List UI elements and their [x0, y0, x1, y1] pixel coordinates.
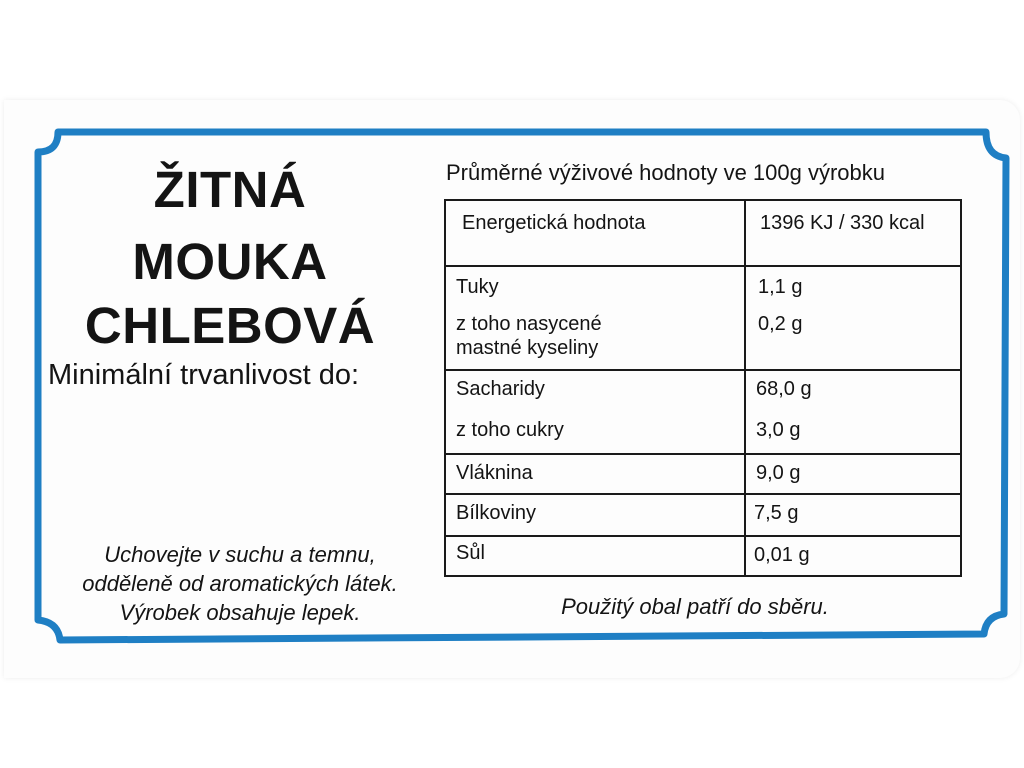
nutrition-row-saturated-fat [445, 306, 961, 370]
nutrient-value: 3,0 g [756, 419, 801, 441]
nutrition-name-cell [445, 494, 745, 536]
nutrition-name-cell [445, 370, 745, 414]
nutrient-value: 7,5 g [754, 502, 799, 524]
nutrition-row-fibre [445, 454, 961, 494]
product-title-line-3: CHLEBOVÁ [84, 297, 376, 354]
nutrition-row-energy [445, 200, 961, 266]
nutrient-name: Bílkoviny [456, 502, 537, 524]
nutrition-value-cell [745, 370, 961, 414]
recycle-note: Použitý obal patří do sběru. [561, 594, 829, 619]
nutrient-value: 0,2 g [758, 313, 803, 335]
nutrition-heading: Průměrné výživové hodnoty ve 100g výrobku [446, 160, 886, 185]
product-title-line-2: MOUKA [132, 233, 328, 290]
nutrition-value-cell [745, 200, 961, 266]
nutrition-row-salt [445, 536, 961, 576]
nutrient-value: 1396 KJ / 330 kcal [760, 212, 925, 234]
nutrient-name: Energetická hodnota [462, 212, 646, 234]
nutrition-name-cell [445, 536, 745, 576]
nutrient-name: Vláknina [456, 462, 533, 484]
nutrition-table [444, 199, 962, 577]
nutrition-name-cell [445, 306, 745, 370]
nutrient-value: 1,1 g [758, 276, 803, 298]
nutrient-value: 68,0 g [756, 378, 812, 400]
nutrition-value-cell [745, 494, 961, 536]
nutrition-row-sugars [445, 414, 961, 454]
nutrition-name-cell [445, 414, 745, 454]
nutrient-value: 9,0 g [756, 462, 801, 484]
nutrient-value: 0,01 g [754, 544, 810, 566]
nutrition-value-cell [745, 266, 961, 306]
nutrition-value-cell [745, 414, 961, 454]
nutrition-row-protein [445, 494, 961, 536]
nutrition-row-carbohydrates [445, 370, 961, 414]
nutrition-value-cell [745, 536, 961, 576]
storage-note-line: Uchovejte v suchu a temnu, [104, 542, 376, 567]
nutrition-value-cell [745, 306, 961, 370]
nutrient-name: Tuky [456, 276, 499, 298]
nutrition-value-cell [745, 454, 961, 494]
nutrient-name: Sůl [456, 542, 485, 564]
nutrition-name-cell [445, 454, 745, 494]
storage-note-line: odděleně od aromatických látek. [82, 571, 398, 596]
storage-note-line: Výrobek obsahuje lepek. [119, 600, 361, 625]
storage-note [40, 540, 440, 627]
nutrition-name-cell [445, 266, 745, 306]
nutrition-name-cell [445, 200, 745, 266]
nutrition-row-fat [445, 266, 961, 306]
product-title-line-1: ŽITNÁ [153, 161, 307, 218]
nutrient-name: z toho nasycené mastné kyseliny [456, 313, 602, 359]
nutrient-name: z toho cukry [456, 419, 564, 441]
shelf-life-label: Minimální trvanlivost do: [48, 359, 360, 391]
nutrient-name: Sacharidy [456, 378, 545, 400]
